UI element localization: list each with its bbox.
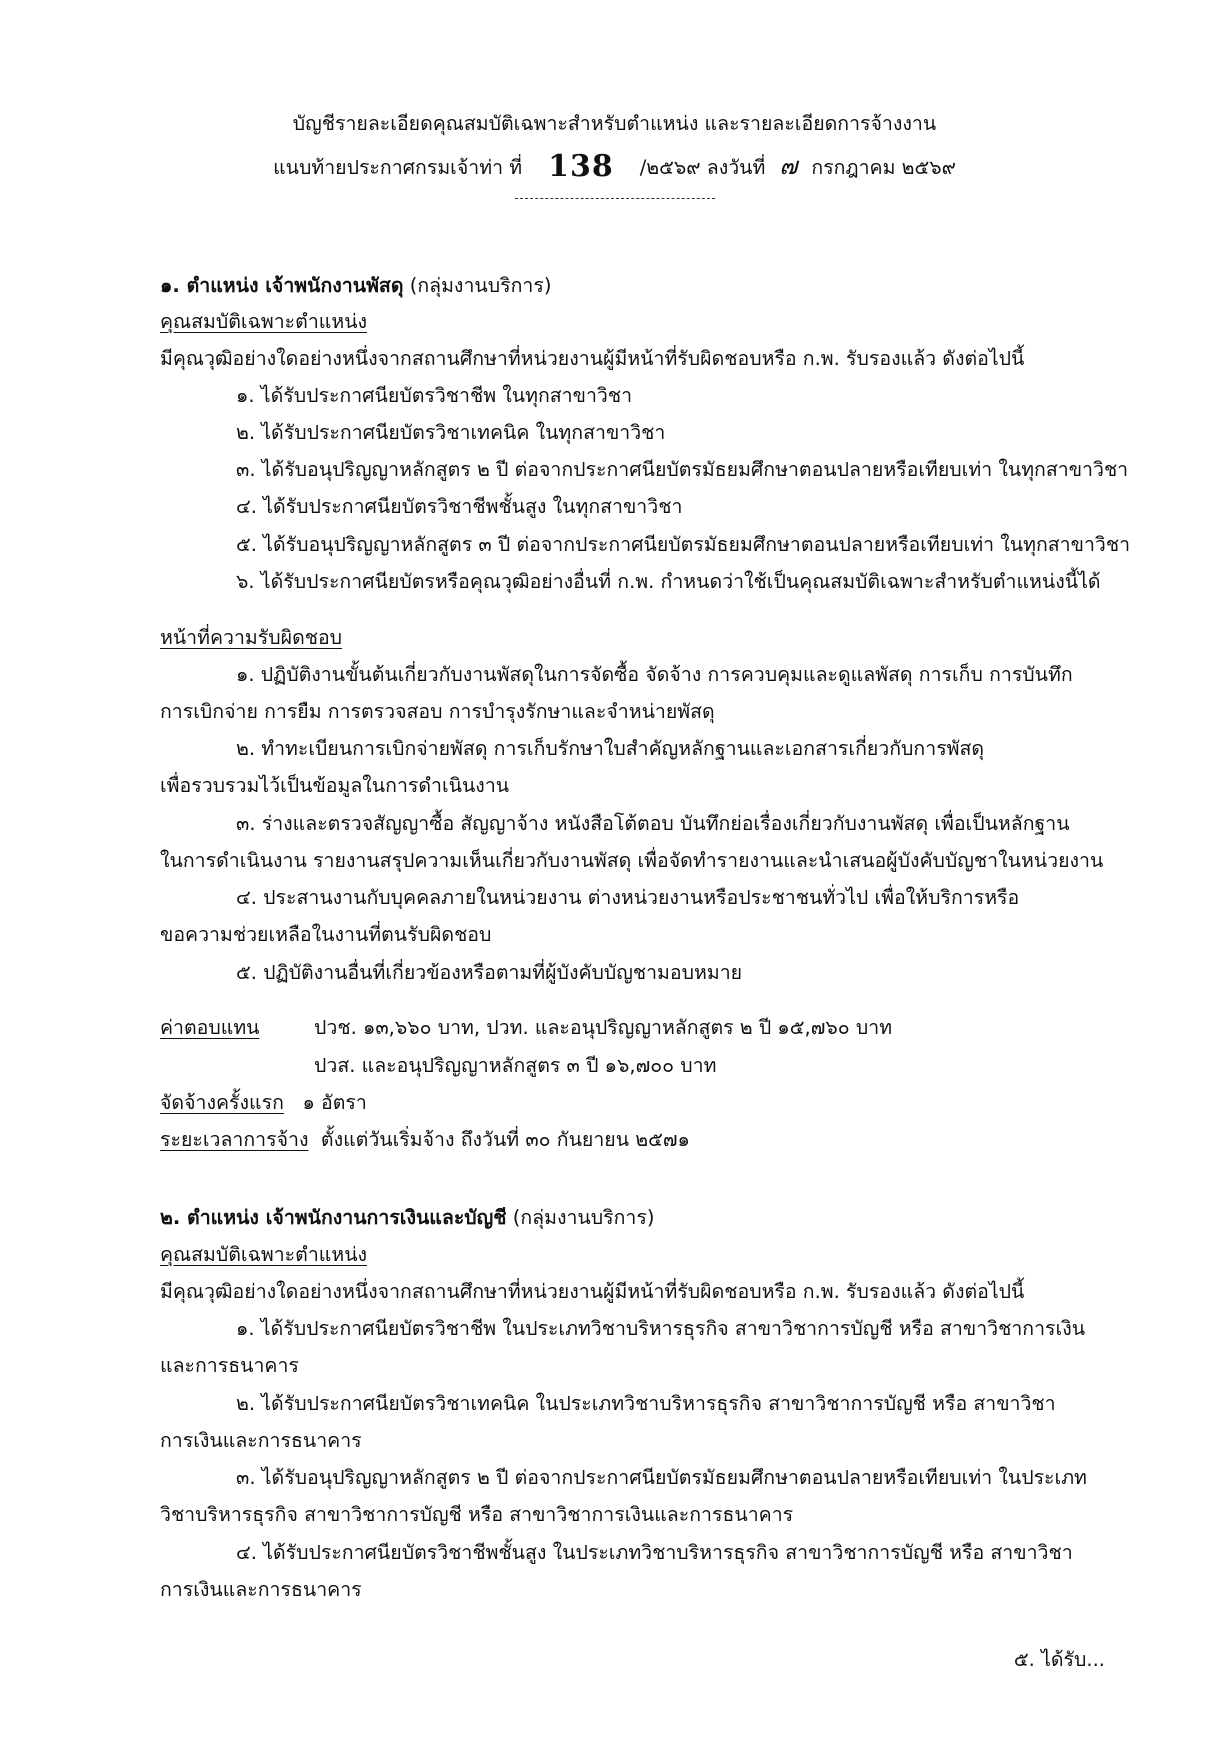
section1-qual-heading: คุณสมบัติเฉพาะตำแหน่ง	[160, 310, 368, 333]
section2-qual-line: ๑. ได้รับประกาศนียบัตรวิชาชีพ ในประเภทวิชาบริหารธุรกิจ สาขาวิชาการบัญชี หรือ สาขาวิชาการเงิน	[236, 1317, 1086, 1340]
section1-duty-line: ๕. ปฏิบัติงานอื่นที่เกี่ยวข้องหรือตามที่ผู้บังคับบัญชามอบหมาย	[236, 961, 743, 984]
section1-qual-item: ๓. ได้รับอนุปริญญาหลักสูตร ๒ ปี ต่อจากประกาศนียบัตรมัธยมศึกษาตอนปลายหรือเทียบเท่า ในทุกสาขาวิชา	[236, 458, 1129, 481]
section2-qual-line: ๓. ได้รับอนุปริญญาหลักสูตร ๒ ปี ต่อจากประกาศนียบัตรมัธยมศึกษาตอนปลายหรือเทียบเท่า ในประเภท	[236, 1466, 1087, 1489]
section2-qual-line: ๒. ได้รับประกาศนียบัตรวิชาเทคนิค ในประเภทวิชาบริหารธุรกิจ สาขาวิชาการบัญชี หรือ สาขาวิชา	[236, 1392, 1056, 1415]
section1-duty-heading: หน้าที่ความรับผิดชอบ	[160, 626, 343, 649]
section1-duty-line: เพื่อรวบรวมไว้เป็นข้อมูลในการดำเนินงาน	[160, 774, 510, 797]
section2-qual-line: ๔. ได้รับประกาศนียบัตรวิชาชีพชั้นสูง ในประเภทวิชาบริหารธุรกิจ สาขาวิชาการบัญชี หรือ สาขาวิชา	[236, 1541, 1073, 1564]
section1-title: ๑. ตำแหน่ง เจ้าพนักงานพัสดุ (กลุ่มงานบริการ)	[160, 274, 552, 297]
section1-qual-intro: มีคุณวุฒิอย่างใดอย่างหนึ่งจากสถานศึกษาที่หน่วยงานผู้มีหน้าที่รับผิดชอบหรือ ก.พ. รับรองแล้ว ดังต่อไปนี้	[160, 347, 1025, 370]
pay-label: ค่าตอบแทน	[160, 1016, 260, 1039]
hire-row	[160, 1085, 367, 1121]
section1-qual-item: ๖. ได้รับประกาศนียบัตรหรือคุณวุฒิอย่างอื่นที่ ก.พ. กำหนดว่าใช้เป็นคุณสมบัติเฉพาะสำหรับตำแหน่งนี้ได้	[236, 570, 1101, 593]
period-row	[160, 1122, 690, 1158]
section1-qual-item: ๔. ได้รับประกาศนียบัตรวิชาชีพชั้นสูง ในทุกสาขาวิชา	[236, 495, 683, 518]
header-line-2	[0, 148, 1229, 186]
hire-value: ๑ อัตรา	[302, 1091, 367, 1114]
announcement-number: 138	[548, 149, 614, 184]
section1-duty-line: ๓. ร่างและตรวจสัญญาซื้อ สัญญาจ้าง หนังสือโต้ตอบ บันทึกย่อเรื่องเกี่ยวกับงานพัสดุ เพื่อเป็นหลักฐาน	[236, 812, 1070, 835]
header-separator	[0, 188, 1229, 199]
announcement-day: ๗	[779, 152, 798, 180]
header-mid: /๒๕๖๙ ลงวันที่	[639, 156, 766, 179]
section1-duty-line: ๑. ปฏิบัติงานขั้นต้นเกี่ยวกับงานพัสดุในการจัดซื้อ จัดจ้าง การควบคุมและดูแลพัสดุ การเก็บ การบันทึก	[236, 663, 1073, 686]
section1-duty-line: ในการดำเนินงาน รายงานสรุปความเห็นเกี่ยวกับงานพัสดุ เพื่อจัดทำรายงานและนำเสนอผู้บังคับบัญชาในหน่วยงาน	[160, 849, 1104, 872]
period-label: ระยะเวลาการจ้าง	[160, 1128, 309, 1151]
section2-qual-line: วิชาบริหารธุรกิจ สาขาวิชาการบัญชี หรือ สาขาวิชาการเงินและการธนาคาร	[160, 1503, 794, 1526]
section1-qual-item: ๕. ได้รับอนุปริญญาหลักสูตร ๓ ปี ต่อจากประกาศนียบัตรมัธยมศึกษาตอนปลายหรือเทียบเท่า ในทุกสาขาวิชา	[236, 533, 1131, 556]
pay-line-1: ปวช. ๑๓,๖๖๐ บาท, ปวท. และอนุปริญญาหลักสูตร ๒ ปี ๑๕,๗๖๐ บาท	[314, 1016, 893, 1039]
section2-qual-intro: มีคุณวุฒิอย่างใดอย่างหนึ่งจากสถานศึกษาที่หน่วยงานผู้มีหน้าที่รับผิดชอบหรือ ก.พ. รับรองแล้ว ดังต่อไปนี้	[160, 1280, 1025, 1303]
section2-qual-line: การเงินและการธนาคาร	[160, 1578, 362, 1601]
header-suffix: กรกฎาคม ๒๕๖๙	[811, 156, 956, 179]
section2-qual-heading: คุณสมบัติเฉพาะตำแหน่ง	[160, 1243, 368, 1266]
section2-qual-line: และการธนาคาร	[160, 1354, 299, 1377]
period-value: ตั้งแต่วันเริ่มจ้าง ถึงวันที่ ๓๐ กันยายน ๒๕๗๑	[320, 1128, 690, 1151]
section2-title: ๒. ตำแหน่ง เจ้าพนักงานการเงินและบัญชี (กลุ่มงานบริการ)	[160, 1206, 655, 1229]
section1-duty-line: ๔. ประสานงานกับบุคคลภายในหน่วยงาน ต่างหน่วยงานหรือประชาชนทั่วไป เพื่อให้บริการหรือ	[236, 886, 1020, 909]
section1-duty-line: การเบิกจ่าย การยืม การตรวจสอบ การบำรุงรักษาและจำหน่ายพัสดุ	[160, 700, 715, 723]
pay-line-2: ปวส. และอนุปริญญาหลักสูตร ๓ ปี ๑๖,๗๐๐ บาท	[314, 1054, 717, 1077]
continuation-note: ๕. ได้รับ...	[1013, 1648, 1105, 1671]
section1-qual-item: ๒. ได้รับประกาศนียบัตรวิชาเทคนิค ในทุกสาขาวิชา	[236, 421, 666, 444]
section2-qual-line: การเงินและการธนาคาร	[160, 1429, 362, 1452]
header-line-1: บัญชีรายละเอียดคุณสมบัติเฉพาะสำหรับตำแหน่ง และรายละเอียดการจ้างงาน	[292, 112, 937, 135]
section1-duty-line: ขอความช่วยเหลือในงานที่ตนรับผิดชอบ	[160, 923, 492, 946]
section1-duty-line: ๒. ทำทะเบียนการเบิกจ่ายพัสดุ การเก็บรักษาใบสำคัญหลักฐานและเอกสารเกี่ยวกับการพัสดุ	[236, 737, 985, 760]
section1-qual-item: ๑. ได้รับประกาศนียบัตรวิชาชีพ ในทุกสาขาวิชา	[236, 384, 633, 407]
header-prefix: แนบท้ายประกาศกรมเจ้าท่า ที่	[273, 156, 523, 179]
hire-label: จัดจ้างครั้งแรก	[160, 1091, 284, 1114]
